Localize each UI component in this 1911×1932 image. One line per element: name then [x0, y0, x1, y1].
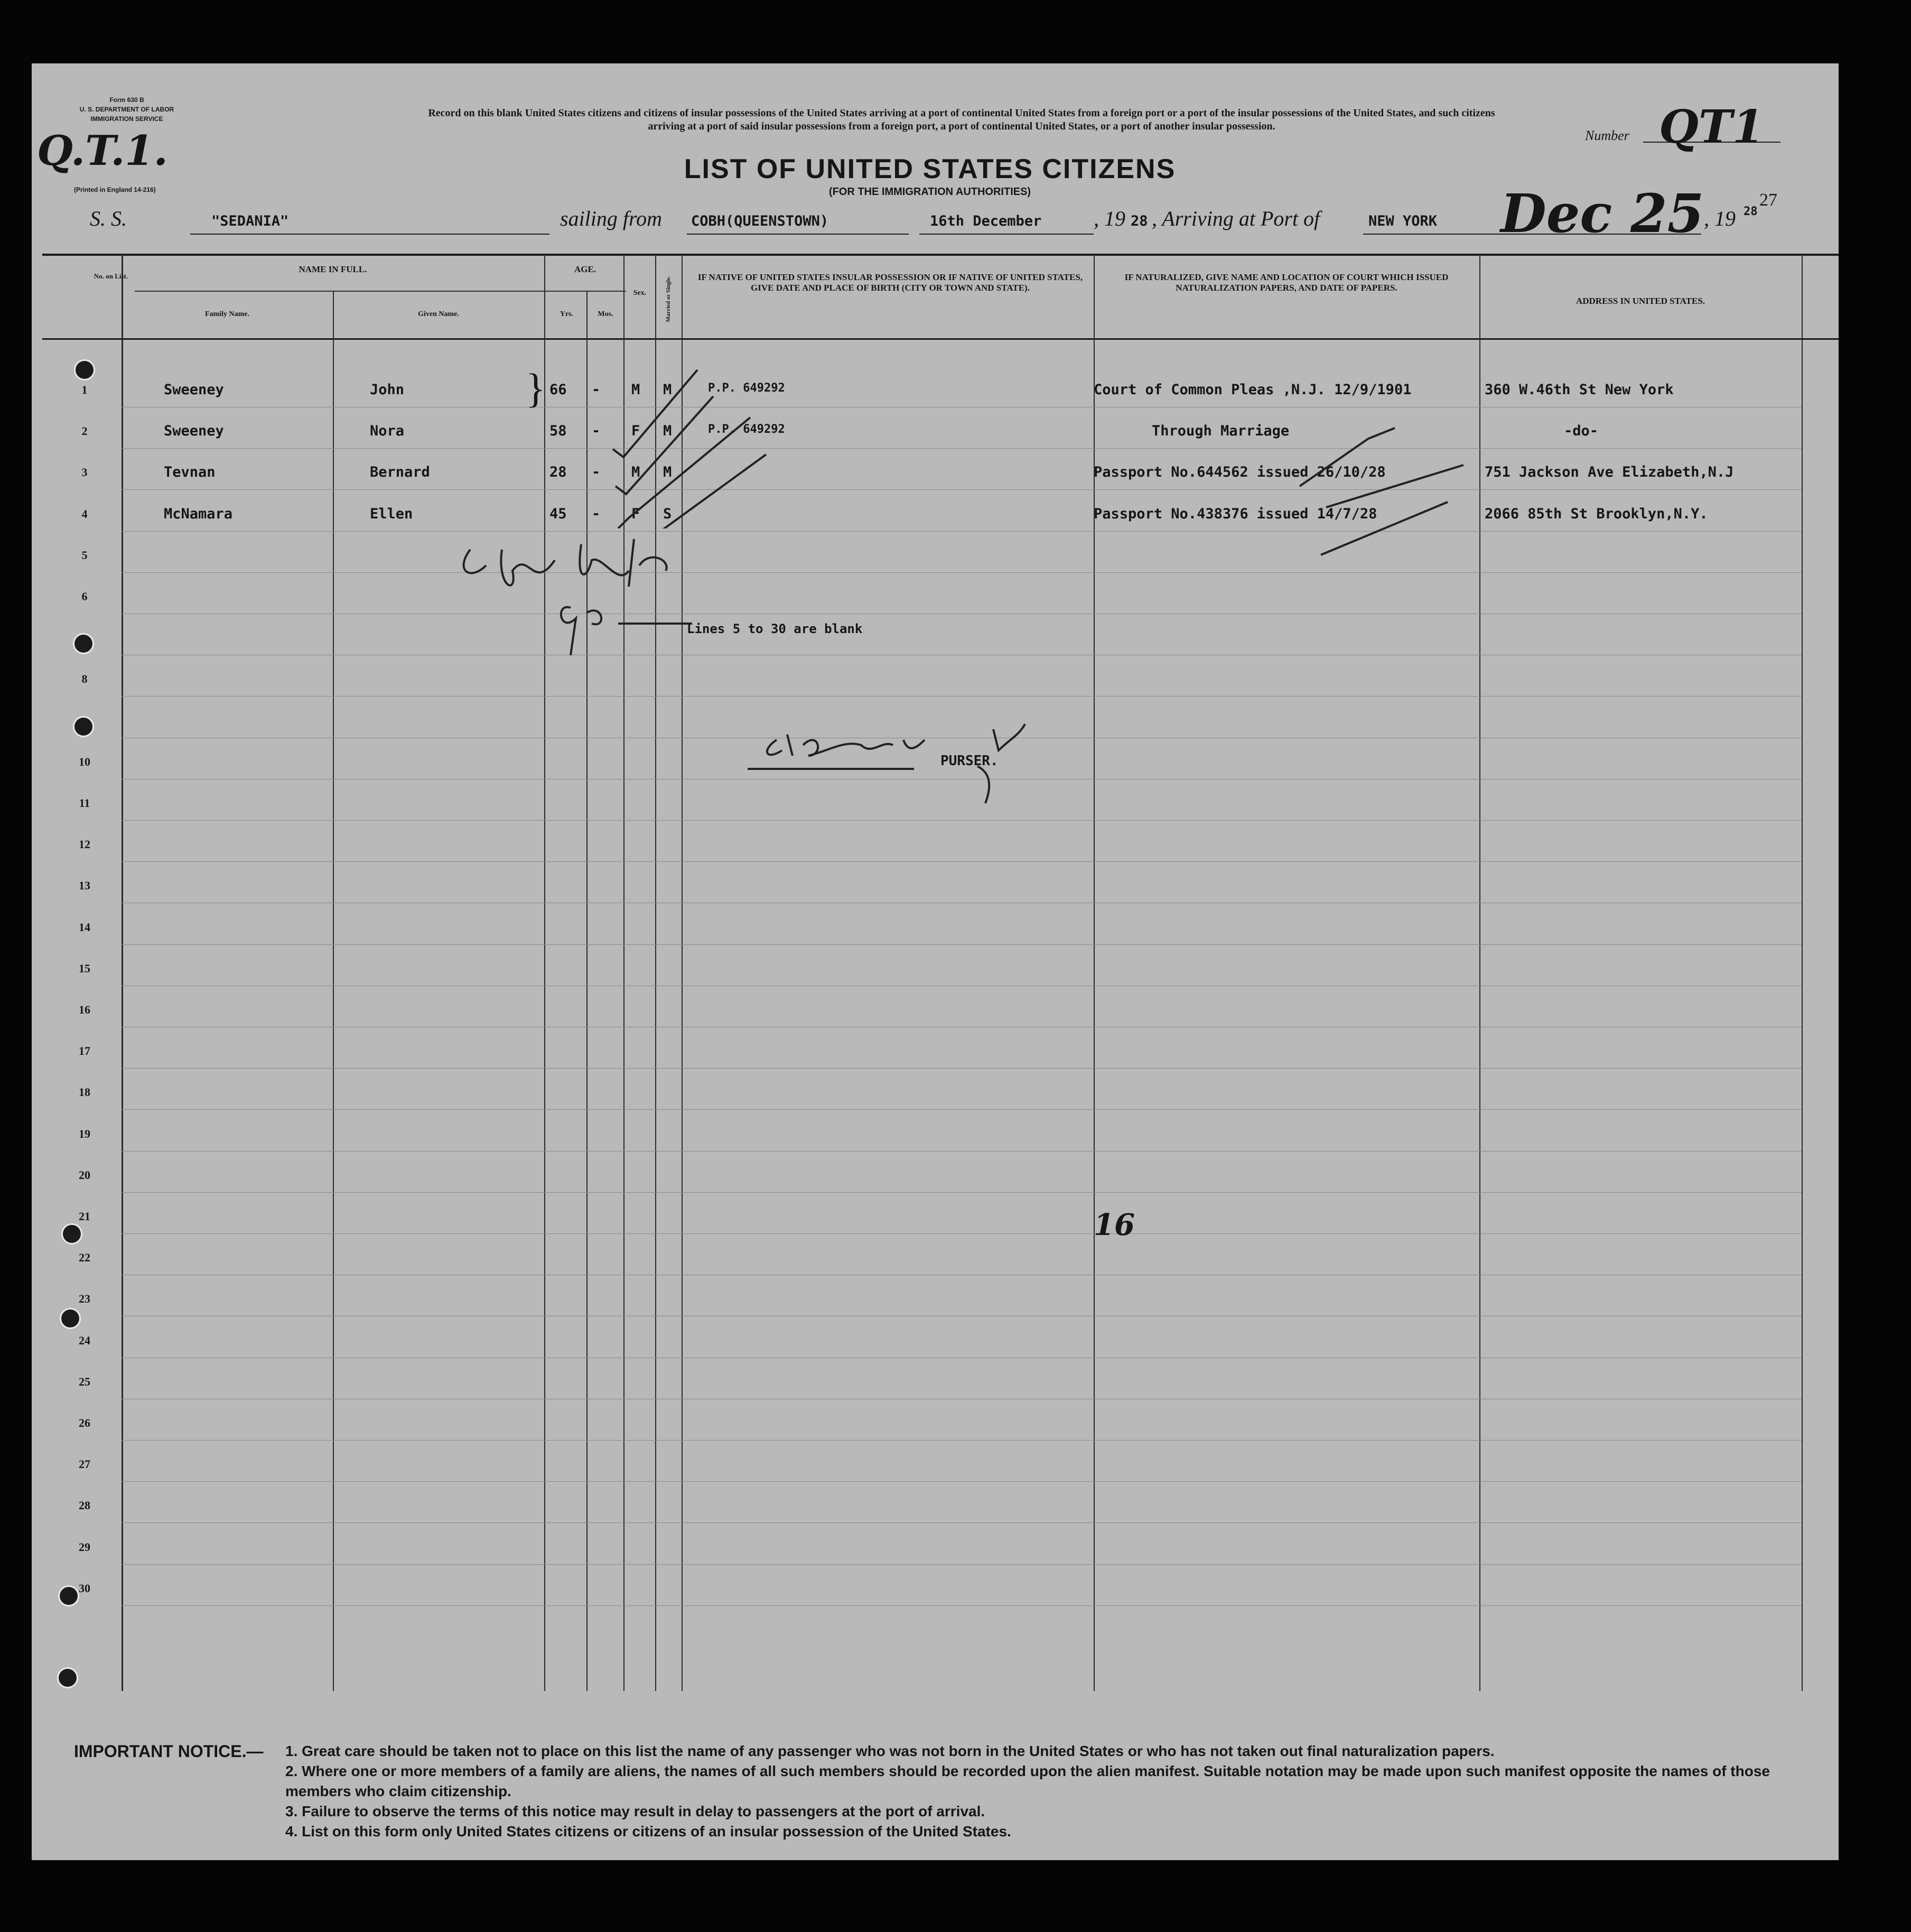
family-name-cell: Sweeney — [164, 382, 224, 398]
header-given-name: Given Name. — [418, 310, 459, 318]
instructions-text: Record on this blank United States citizens and citizens of insular possessions of the United States arriving at a port of continental United States from a foreign port or a port of the insular possessions of the United States, and such citizens arriving at a port of said insular possessions from a foreign port, a port of continental United States, or a port of another insular possession. — [428, 107, 1495, 132]
header-mos: Mos. — [598, 310, 613, 318]
row-line — [122, 944, 1802, 945]
row-line — [122, 489, 1802, 490]
sex-cell: F — [631, 423, 640, 440]
ship-name: "SEDANIA" — [211, 213, 289, 229]
binder-hole — [74, 359, 95, 380]
blank-lines-note: Lines 5 to 30 are blank — [687, 621, 863, 636]
header-sex: Sex. — [633, 289, 647, 297]
page-subtitle: (FOR THE IMMIGRATION AUTHORITIES) — [828, 186, 1031, 198]
arrival-year: 28 — [1744, 205, 1758, 218]
family-name-cell: Sweeney — [164, 423, 224, 440]
sex-cell: M — [631, 464, 640, 481]
row-number: 27 — [79, 1457, 90, 1471]
purser-label: PURSER. — [940, 753, 999, 769]
departure-year: 28 — [1131, 213, 1148, 229]
header-name-in-full: NAME IN FULL. — [299, 264, 367, 274]
header-yrs: Yrs. — [560, 310, 574, 318]
family-name-cell: Tevnan — [164, 464, 216, 481]
age-months-cell: - — [592, 464, 601, 481]
row-line — [122, 1564, 1802, 1565]
page-title: LIST OF UNITED STATES CITIZENS — [684, 154, 1176, 184]
age-months-cell: - — [592, 423, 601, 440]
handwritten-check-marks — [608, 359, 771, 528]
important-notice — [74, 1741, 1817, 1842]
number-label: Number — [1585, 128, 1629, 143]
age-months-cell: - — [592, 505, 601, 522]
sex-cell: M — [631, 382, 640, 398]
row-number: 16 — [79, 1003, 90, 1016]
handwritten-annotation — [449, 528, 745, 687]
row-line — [122, 820, 1802, 821]
address-cell: 2066 85th St Brooklyn,N.Y. — [1485, 505, 1708, 522]
notice-item-3: 3. Failure to observe the terms of this notice may result in delay to passengers at the port of arrival. — [285, 1803, 985, 1819]
row-line — [122, 1192, 1802, 1193]
date-underline — [919, 234, 1094, 235]
row-number: 12 — [79, 838, 90, 851]
given-name-cell: Ellen — [370, 505, 413, 522]
row-line — [122, 1109, 1802, 1110]
row-number: 5 — [81, 548, 88, 562]
given-name-cell: Bernard — [370, 464, 430, 481]
naturalization-cell: Passport No.644562 issued 26/10/28 — [1094, 464, 1386, 481]
departure-underline — [687, 234, 909, 235]
row-number: 6 — [81, 590, 88, 603]
family-name-cell: McNamara — [164, 505, 233, 522]
header-native-birth: IF NATIVE OF UNITED STATES INSULAR POSSESSION OR IF NATIVE OF UNITED STATES, GIVE DATE AND PLACE OF BIRTH (CITY OR TOWN AND STATE). — [697, 272, 1083, 293]
departure-port: COBH(QUEENSTOWN) — [691, 213, 829, 229]
arrival-port: NEW YORK — [1368, 213, 1438, 229]
row-number: 18 — [79, 1085, 90, 1099]
naturalization-cell: Through Marriage — [1152, 423, 1290, 440]
arrival-year-prefix: , 19 — [1704, 207, 1736, 230]
binder-hole — [57, 1667, 78, 1688]
row-line — [122, 861, 1802, 862]
row-line — [122, 1481, 1802, 1482]
col-line-naturalized — [1479, 254, 1480, 1691]
row-number: 8 — [81, 672, 88, 686]
naturalization-cell: Court of Common Pleas ,N.J. 12/9/1901 — [1094, 382, 1412, 398]
row-line — [122, 448, 1802, 449]
row-number: 26 — [79, 1416, 90, 1429]
address-cell: 751 Jackson Ave Elizabeth,N.J — [1485, 464, 1734, 481]
row-number: 22 — [79, 1251, 90, 1265]
sheet-number: 27 — [1759, 190, 1777, 210]
header-married-or-single: Married or Single. — [665, 276, 672, 322]
given-name-cell: John — [370, 382, 405, 398]
marital-status-cell: M — [663, 382, 672, 398]
service-name: IMMIGRATION SERVICE — [90, 115, 163, 123]
row-number: 25 — [79, 1374, 90, 1388]
row-number: 19 — [79, 1127, 90, 1140]
manifest-sheet — [32, 63, 1839, 1860]
header-age: AGE. — [574, 264, 596, 274]
arriving-label: , Arriving at Port of — [1152, 207, 1320, 230]
row-number: 2 — [81, 424, 88, 438]
row-number: 30 — [79, 1581, 90, 1595]
binder-hole — [73, 716, 94, 737]
given-name-cell: Nora — [370, 423, 405, 440]
row-number: 3 — [81, 466, 88, 479]
age-years-cell: 66 — [549, 382, 567, 398]
row-number: 29 — [79, 1540, 90, 1554]
ss-label: S. S. — [90, 207, 127, 230]
col-line-address — [1802, 254, 1803, 1691]
row-number: 4 — [81, 507, 88, 521]
departure-date: 16th December — [930, 213, 1042, 229]
row-line — [122, 1440, 1802, 1441]
age-months-cell: - — [592, 382, 601, 398]
binder-hole — [58, 1585, 79, 1606]
row-number: 23 — [79, 1292, 90, 1306]
handwritten-corner-mark: Q.T.1. — [37, 127, 168, 175]
marital-status-cell: M — [663, 464, 672, 481]
handwritten-check-marks-naturalization — [1289, 423, 1479, 592]
form-identification — [69, 95, 185, 124]
row-line — [122, 531, 1802, 532]
row-line — [122, 1605, 1802, 1606]
row-line — [122, 1233, 1802, 1234]
row-line — [122, 572, 1802, 573]
col-line-given — [544, 254, 545, 1691]
sex-cell: F — [631, 505, 640, 522]
year-prefix: , 19 — [1094, 207, 1125, 230]
notice-item-2: 2. Where one or more members of a family are aliens, the names of all such members should be recorded upon the alien manifest. Suitable notation may be made upon such manifest opposite the names of those members who claim citizenship. — [285, 1763, 1770, 1799]
row-number: 10 — [79, 755, 90, 768]
header-no-on-list: No. on List. — [94, 272, 128, 280]
row-number: 24 — [79, 1333, 90, 1347]
sailing-label: sailing from — [560, 207, 662, 230]
birth-info-cell: P.P. 649292 — [708, 423, 785, 436]
binder-hole — [73, 633, 94, 654]
notice-heading: IMPORTANT NOTICE.— — [74, 1742, 264, 1761]
naturalization-cell: Passport No.438376 issued 14/7/28 — [1094, 505, 1377, 522]
age-years-cell: 28 — [549, 464, 567, 481]
header-bottom-rule — [42, 338, 1839, 340]
birth-info-cell: P.P. 649292 — [708, 382, 785, 395]
marital-status-cell: M — [663, 423, 672, 440]
family-brace: } — [526, 365, 546, 411]
row-number: 13 — [79, 879, 90, 893]
row-number: 1 — [81, 383, 88, 396]
age-years-cell: 58 — [549, 423, 567, 440]
row-number: 14 — [79, 920, 90, 934]
header-family-name: Family Name. — [205, 310, 249, 318]
ship-underline — [190, 234, 549, 235]
header-naturalization: IF NATURALIZED, GIVE NAME AND LOCATION OF COURT WHICH ISSUED NATURALIZATION PAPERS, AND DATE OF PAPERS. — [1124, 272, 1449, 293]
age-years-cell: 45 — [549, 505, 567, 522]
notice-items — [285, 1741, 1817, 1842]
form-number: Form 630 B — [109, 96, 144, 104]
printed-note: (Printed in England 14-216) — [74, 186, 156, 193]
marital-status-cell: S — [663, 505, 672, 522]
row-number: 28 — [79, 1499, 90, 1512]
handwritten-number: QT1 — [1659, 100, 1764, 154]
address-cell: 360 W.46th St New York — [1485, 382, 1674, 398]
notice-item-1: 1. Great care should be taken not to place on this list the name of any passenger who was not born in the United States or who has not taken out final naturalization papers. — [285, 1743, 1495, 1759]
row-number: 21 — [79, 1210, 90, 1223]
notice-item-4: 4. List on this form only United States citizens or citizens of an insular possession of the United States. — [285, 1823, 1011, 1840]
binder-hole — [61, 1223, 82, 1244]
row-number: 15 — [79, 961, 90, 975]
name-header-rule — [135, 291, 573, 292]
row-number: 11 — [79, 796, 90, 810]
row-line — [122, 1522, 1802, 1523]
address-cell: -do- — [1564, 423, 1599, 440]
handwritten-arrival-date: Dec 25 — [1500, 182, 1704, 245]
row-number: 20 — [79, 1168, 90, 1182]
handwritten-page-number: 16 — [1094, 1208, 1135, 1242]
row-line — [122, 1068, 1802, 1069]
row-number: 17 — [79, 1044, 90, 1058]
header-address: ADDRESS IN UNITED STATES. — [1576, 296, 1705, 306]
binder-hole — [60, 1308, 81, 1329]
department-name: U. S. DEPARTMENT OF LABOR — [79, 106, 174, 113]
